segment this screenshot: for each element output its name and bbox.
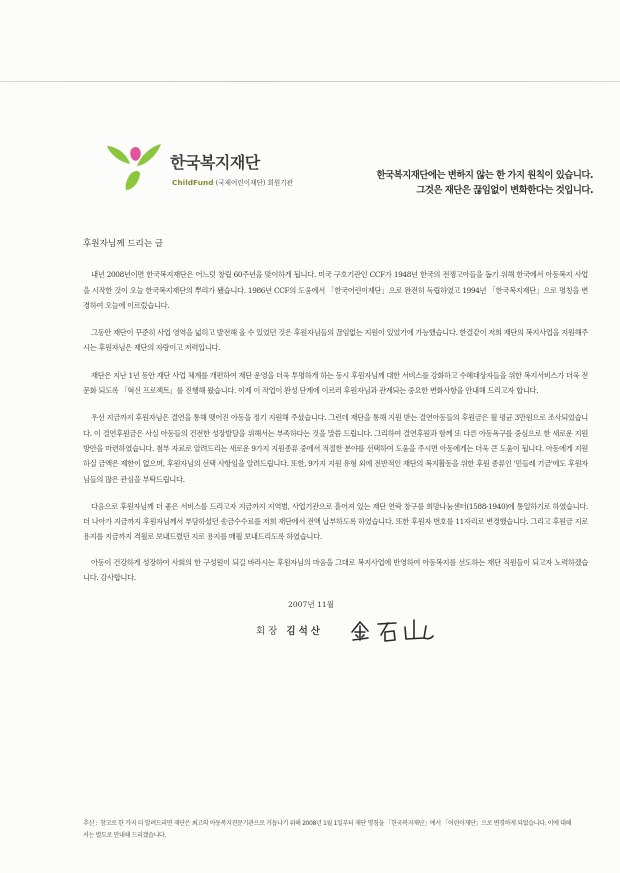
letter-paragraph: 재단은 지난 1년 동안 재단 사업 체계를 개편하여 재단 운영을 더욱 투명하게 하는 동시 후원자님께 대한 서비스를 강화하고 수혜대상자들을 위한 복지서비스가 더욱 전문화 되도록 「혁신 프로젝트」를 진행해 왔습니다. 이제 이 작업이 완성 단계에 이르러 후원자님과 관계되는 중요한 변화사항을 안내해 드리고자 합니다. — [83, 370, 588, 396]
postscript-text: 참고로 한 가지 더 알려드리면 재단은 최고의 아동복지전문기관으로 거듭나기 위해 2008년 1월 1일부터 재단 명칭을 「한국복지재단」에서 「어린이재단」으로 변경하게 되었습니다. 이에 대해서는 별도로 안내해 드리겠습니다. — [83, 820, 572, 839]
handwritten-signature — [348, 618, 436, 644]
slogan — [377, 168, 593, 198]
slogan-line-1: 한국복지재단에는 변하지 않는 한 가지 원칙이 있습니다. — [376, 170, 593, 181]
postscript — [83, 818, 573, 841]
letter-paragraph: 아동이 건강하게 성장하여 사회의 한 구성원이 되길 바라시는 후원자님의 마음을 그대로 복지사업에 반영하여 아동복지를 선도하는 재단 직원들이 되고자 노력하겠습니다. 감사합니다. — [83, 557, 588, 583]
slogan-line-2: 그것은 재단은 끊임없이 변화한다는 것입니다. — [416, 185, 593, 196]
letterhead — [0, 0, 620, 230]
affiliation-text: (국제어린이재단) 회원기관 — [215, 179, 293, 187]
signer-title: 회장 — [256, 625, 281, 637]
letter-date: 2007년 11월 — [288, 600, 335, 610]
signature-block — [83, 617, 588, 647]
organization-affiliation — [172, 177, 293, 187]
letter-paragraph: 다음으로 후원자님께 더 좋은 서비스를 드리고자 지금까지 지역별, 사업기관으로 흩어져 있는 재단 연락 창구를 희망나눔센터(1588-1940)에 통일하기로 하였습니다. 더 나아가 지금까지 후원자님께서 부담하셨던 송금수수료를 저희 재단에서 전액 납부하도록 하였습니다. 또한 후원자 번호를 11자리로 변경했습니다. 그리고 후원금 지로 용지를 지금까지 격월로 보내드렸던 지로 용지를 매월 보내드리도록 하였습니다. — [83, 501, 588, 542]
sprout-logo-icon — [104, 138, 166, 194]
letter-paragraph: 내년 2008년이면 한국복지재단은 어느덧 창립 60주년을 맞이하게 됩니다. 미국 구호기관인 CCF가 1948년 한국의 전쟁고아들을 돕기 위해 한국에서 아동복지 사업을 시작한 것이 오늘 한국복지재단의 뿌리가 됐습니다. 1986년 CCF의 도움에서 「한국어린이재단」으로 완전히 독립하였고 1994년 「한국복지재단」으로 명칭을 변경하여 오늘에 이르렀습니다. — [83, 270, 588, 310]
childfund-wordmark: ChildFund — [172, 178, 214, 187]
letter-body — [83, 237, 588, 647]
signer — [256, 624, 323, 639]
letter-paragraph: 그동안 재단이 꾸준히 사업 영역을 넓히고 발전해 올 수 있었던 것은 후원자님들의 끊임없는 지원이 있었기에 가능했습니다. 한결같이 저희 재단의 복지사업을 지원해주시는 후원자님은 재단의 자랑이고 저력입니다. — [83, 328, 588, 353]
letter-salutation: 후원자님께 드리는 글 — [83, 239, 164, 249]
postscript-label: 추신 : — [83, 820, 98, 827]
organization-name: 한국복지재단 — [170, 153, 260, 172]
signer-name: 김석산 — [286, 625, 323, 637]
letter-paragraph: 우선 지금까지 후원자님은 결연을 통해 맺어진 아동을 정기 지원해 주셨습니다. 그런데 재단을 통해 지원 받는 결연아동들의 후원금은 월 평균 3만원으로 조사되었습니다. 이 결연후원금은 사실 아동들의 건전한 성장발달을 위해서는 부족하다는 것을 말씀 드립니다. 그리하여 결연후원과 함께 또 다른 아동욕구를 중심으로 한 새로운 지원방안을 마련하였습니다. 첨부 자료로 알려드리는 새로운 9가지 지원종류 중에서 적절한 분야를 선택하여 도움을 주시면 아동에게는 더욱 큰 도움이 됩니다. 아동에게 지원하실 금액은 제한이 없으며, 후원자님의 선택 사항임을 알려드립니다. 또한, 9가지 지원 유형 외에 전반적인 재단의 복지활동을 위한 후원 종류인 '민들레 기금'에도 후원자님들의 많은 관심을 부탁드립니다. — [83, 413, 588, 484]
